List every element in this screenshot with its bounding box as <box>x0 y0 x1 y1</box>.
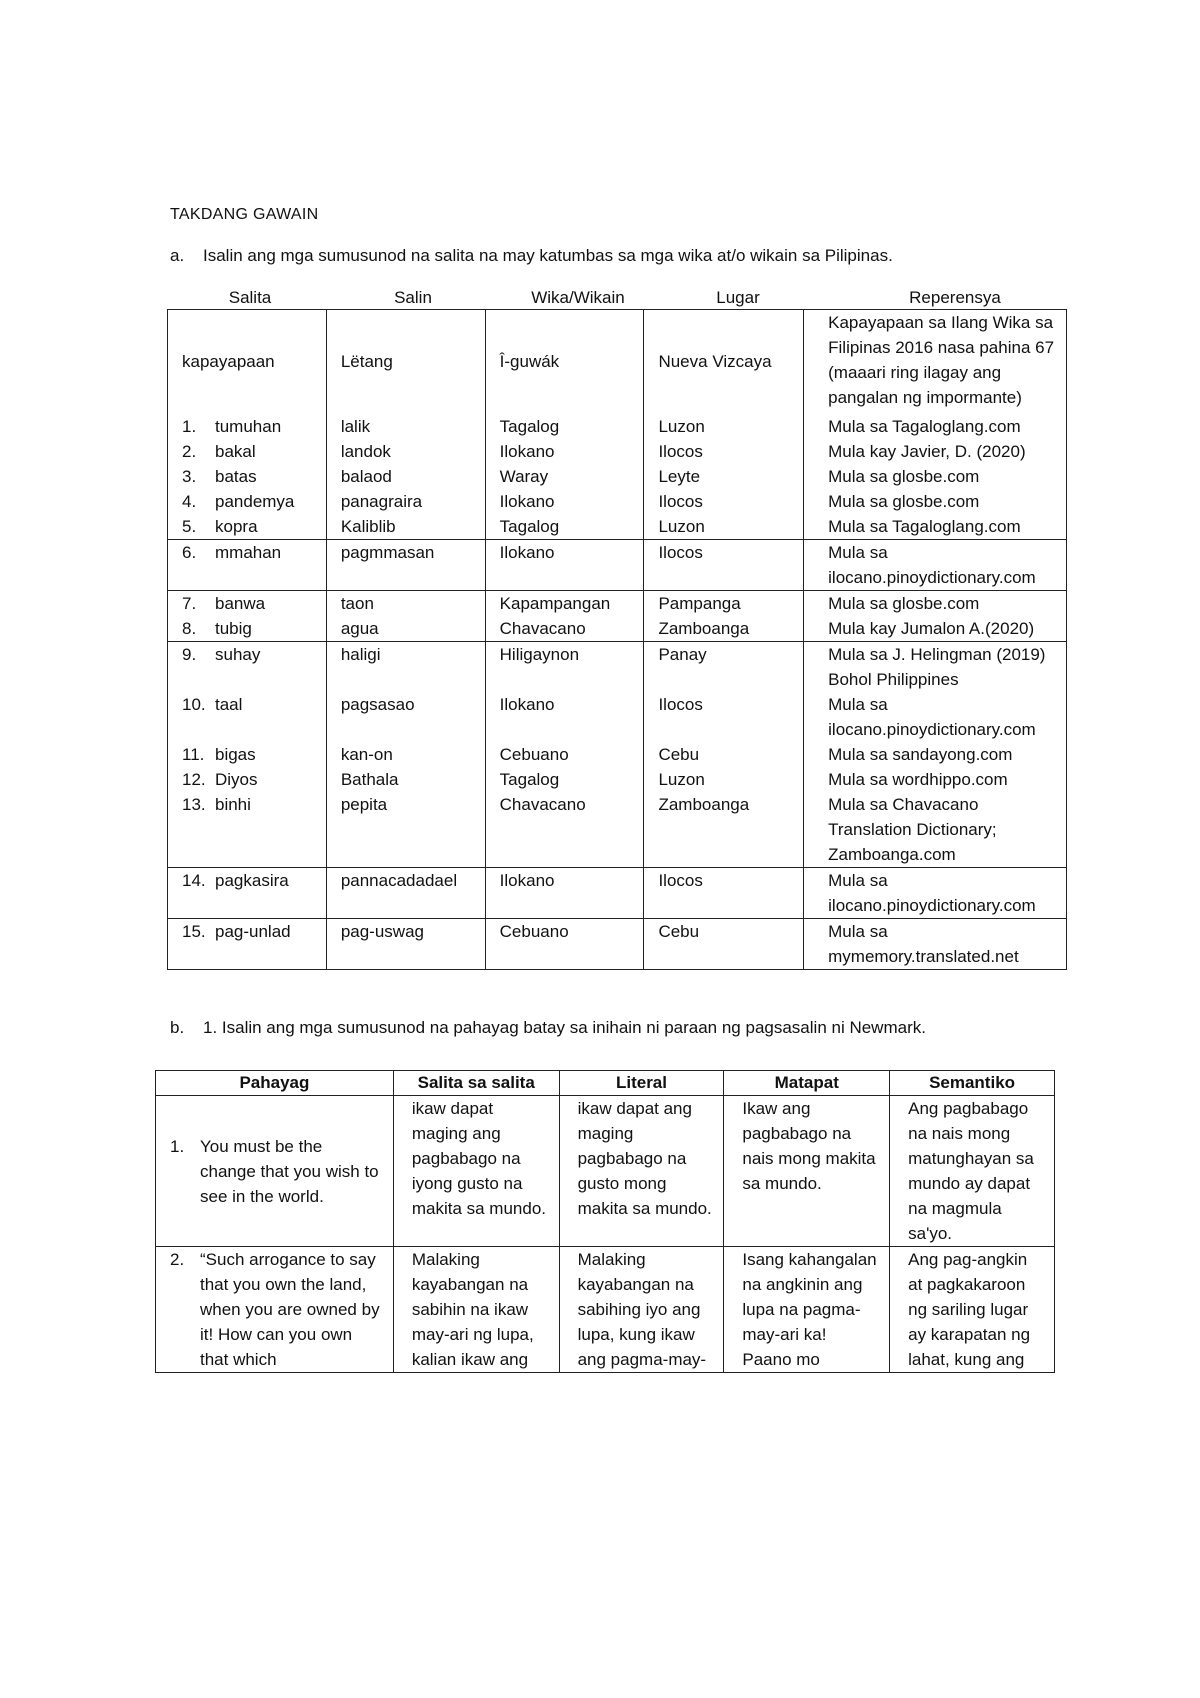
cell-lugar: Leyte <box>644 464 804 489</box>
table-row <box>168 310 1067 414</box>
cell-reperensya: Mula sa wordhippo.com <box>804 767 1067 792</box>
cell-reperensya: Mula sa Chavacano Translation Dictionary; Zamboanga.com <box>804 792 1067 868</box>
instruction-a <box>170 246 1070 270</box>
cell-wika: Î-guwák <box>485 310 644 414</box>
row-number: 3. <box>182 466 197 486</box>
cell-lugar: Ilocos <box>644 439 804 464</box>
cell-wika: Cebuano <box>485 918 644 969</box>
salita-text: pagkasira <box>215 870 289 890</box>
table-row <box>156 1247 1055 1373</box>
cell-salita <box>168 692 327 742</box>
cell-salita <box>168 310 327 414</box>
cell-literal: ikaw dapat ang maging pagbabago na gusto mong makita sa mundo. <box>559 1096 724 1247</box>
cell-salin: taon <box>326 590 485 616</box>
cell-salin: landok <box>326 439 485 464</box>
cell-salin: haligi <box>326 641 485 692</box>
salita-text: pandemya <box>215 491 295 511</box>
header-salita: Salita <box>228 288 272 307</box>
cell-lugar: Cebu <box>644 918 804 969</box>
cell-wika: Cebuano <box>485 742 644 767</box>
cell-lugar: Cebu <box>644 742 804 767</box>
row-number: 2. <box>182 441 197 461</box>
cell-wika: Tagalog <box>485 414 644 439</box>
cell-salita <box>168 539 327 590</box>
cell-wika: Ilokano <box>485 867 644 918</box>
cell-salita-sa-salita: Malaking kayabangan na sabihin na ikaw may-ari ng lupa, kalian ikaw ang <box>393 1247 559 1373</box>
table-row <box>168 590 1067 616</box>
row-number: 13. <box>182 794 206 814</box>
cell-lugar: Luzon <box>644 414 804 439</box>
cell-salita <box>168 867 327 918</box>
salita-text: tumuhan <box>215 416 282 436</box>
salita-text: pag-unlad <box>215 921 291 941</box>
cell-reperensya: Mula sa glosbe.com <box>804 464 1067 489</box>
cell-reperensya: Mula sa sandayong.com <box>804 742 1067 767</box>
cell-lugar: Zamboanga <box>644 616 804 642</box>
newmark-header-row <box>156 1071 1055 1096</box>
cell-salin: panagraira <box>326 489 485 514</box>
cell-lugar: Ilocos <box>644 867 804 918</box>
table-row <box>168 414 1067 439</box>
cell-salin: Lëtang <box>326 310 485 414</box>
table-row <box>168 742 1067 767</box>
cell-salita-sa-salita: ikaw dapat maging ang pagbabago na iyong gusto na makita sa mundo. <box>393 1096 559 1247</box>
cell-salin: Kaliblib <box>326 514 485 540</box>
row-number: 9. <box>182 644 197 664</box>
salita-text: bigas <box>215 744 256 764</box>
page-title: TAKDANG GAWAIN <box>170 206 319 223</box>
header-pahayag: Pahayag <box>156 1071 394 1096</box>
cell-pahayag <box>156 1096 394 1247</box>
cell-salita <box>168 641 327 692</box>
table-row <box>156 1096 1055 1247</box>
cell-semantiko: Ang pagbabago na nais mong matunghayan sa mundo ay dapat na magmula sa'yo. <box>890 1096 1055 1247</box>
cell-salita <box>168 439 327 464</box>
table-row <box>168 514 1067 540</box>
cell-pahayag <box>156 1247 394 1373</box>
salita-text: kopra <box>215 516 258 536</box>
row-number: 2. <box>170 1250 185 1269</box>
cell-lugar: Luzon <box>644 767 804 792</box>
cell-lugar: Ilocos <box>644 539 804 590</box>
cell-salita <box>168 590 327 616</box>
header-salita-sa-salita: Salita sa salita <box>393 1071 559 1096</box>
header-salin: Salin <box>394 288 432 307</box>
cell-reperensya: Mula kay Jumalon A.(2020) <box>804 616 1067 642</box>
cell-salin: pannacadadael <box>326 867 485 918</box>
row-number: 15. <box>182 921 206 941</box>
salita-text: mmahan <box>215 542 282 562</box>
cell-reperensya: Mula kay Javier, D. (2020) <box>804 439 1067 464</box>
translation-table <box>167 309 1067 970</box>
cell-reperensya: Mula sa Tagaloglang.com <box>804 414 1067 439</box>
row-number: 6. <box>182 542 197 562</box>
cell-lugar: Nueva Vizcaya <box>644 310 804 414</box>
cell-lugar: Ilocos <box>644 489 804 514</box>
cell-reperensya: Kapayapaan sa Ilang Wika sa Filipinas 2016 nasa pahina 67 (maaari ring ilagay ang pangalan ng impormante) <box>804 310 1067 414</box>
cell-salita <box>168 792 327 868</box>
table-row <box>168 539 1067 590</box>
salita-text: batas <box>215 466 257 486</box>
cell-lugar: Panay <box>644 641 804 692</box>
cell-salin: pag-uswag <box>326 918 485 969</box>
cell-salin: Bathala <box>326 767 485 792</box>
cell-matapat: Ikaw ang pagbabago na nais mong makita sa mundo. <box>724 1096 890 1247</box>
cell-wika: Chavacano <box>485 616 644 642</box>
row-number: 11. <box>182 744 205 764</box>
cell-salin: kan-on <box>326 742 485 767</box>
pahayag-text: You must be the change that you wish to see in the world. <box>200 1136 379 1206</box>
cell-wika: Ilokano <box>485 692 644 742</box>
cell-salin: balaod <box>326 464 485 489</box>
salita-text: banwa <box>215 593 266 613</box>
cell-reperensya: Mula sa glosbe.com <box>804 590 1067 616</box>
cell-wika: Ilokano <box>485 539 644 590</box>
table-row <box>168 616 1067 642</box>
table-row <box>168 767 1067 792</box>
header-semantiko: Semantiko <box>890 1071 1055 1096</box>
cell-reperensya: Mula sa ilocano.pinoydictionary.com <box>804 867 1067 918</box>
cell-salin: pagmmasan <box>326 539 485 590</box>
row-number: 14. <box>182 870 206 890</box>
cell-salin: pagsasao <box>326 692 485 742</box>
cell-lugar: Pampanga <box>644 590 804 616</box>
cell-matapat: Isang kahangalan na angkinin ang lupa na pagma-may-ari ka! Paano mo <box>724 1247 890 1373</box>
salita-text: suhay <box>215 644 261 664</box>
cell-wika: Hiligaynon <box>485 641 644 692</box>
header-reperensya: Reperensya <box>909 288 1001 307</box>
cell-reperensya: Mula sa J. Helingman (2019) Bohol Philippines <box>804 641 1067 692</box>
instruction-b-marker: b. <box>170 1018 185 1037</box>
header-literal: Literal <box>559 1071 724 1096</box>
cell-wika: Kapampangan <box>485 590 644 616</box>
row-number: 1. <box>182 416 197 436</box>
salita-text: Diyos <box>215 769 258 789</box>
cell-semantiko: Ang pag-angkin at pagkakaroon ng sariling lugar ay karapatan ng lahat, kung ang <box>890 1247 1055 1373</box>
cell-reperensya: Mula sa ilocano.pinoydictionary.com <box>804 539 1067 590</box>
salita-text: tubig <box>215 618 252 638</box>
cell-lugar: Luzon <box>644 514 804 540</box>
table-row <box>168 867 1067 918</box>
newmark-table <box>155 1070 1055 1373</box>
salita-text: bakal <box>215 441 256 461</box>
table-row <box>168 489 1067 514</box>
cell-salita <box>168 514 327 540</box>
cell-salin: lalik <box>326 414 485 439</box>
cell-wika: Tagalog <box>485 514 644 540</box>
row-number: 5. <box>182 516 197 536</box>
cell-salita <box>168 414 327 439</box>
row-number: 12. <box>182 769 206 789</box>
cell-wika: Waray <box>485 464 644 489</box>
table-row <box>168 641 1067 692</box>
table-row <box>168 792 1067 868</box>
cell-salita <box>168 918 327 969</box>
pahayag-text: “Such arrogance to say that you own the land, when you are owned by it! How can you own that which <box>200 1250 380 1369</box>
cell-salita <box>168 616 327 642</box>
header-wika: Wika/Wikain <box>531 288 625 307</box>
row-number: 10. <box>182 694 206 714</box>
salita-text: kapayapaan <box>182 352 275 372</box>
cell-reperensya: Mula sa mymemory.translated.net <box>804 918 1067 969</box>
row-number: 1. <box>170 1136 185 1156</box>
cell-salin: agua <box>326 616 485 642</box>
cell-reperensya: Mula sa Tagaloglang.com <box>804 514 1067 540</box>
cell-salin: pepita <box>326 792 485 868</box>
cell-salita <box>168 464 327 489</box>
cell-wika: Chavacano <box>485 792 644 868</box>
row-number: 7. <box>182 593 197 613</box>
cell-salita <box>168 767 327 792</box>
row-number: 8. <box>182 618 197 638</box>
cell-reperensya: Mula sa glosbe.com <box>804 489 1067 514</box>
table-row <box>168 439 1067 464</box>
cell-salita <box>168 489 327 514</box>
table-row <box>168 464 1067 489</box>
cell-lugar: Ilocos <box>644 692 804 742</box>
cell-wika: Ilokano <box>485 489 644 514</box>
instruction-a-marker: a. <box>170 246 185 265</box>
header-lugar: Lugar <box>716 288 760 307</box>
cell-literal: Malaking kayabangan na sabihing iyo ang lupa, kung ikaw ang pagma-may- <box>559 1247 724 1373</box>
cell-lugar: Zamboanga <box>644 792 804 868</box>
cell-wika: Ilokano <box>485 439 644 464</box>
salita-text: binhi <box>215 794 251 814</box>
instruction-b-text: 1. Isalin ang mga sumusunod na pahayag batay sa inihain ni paraan ng pagsasalin ni Newmark. <box>203 1018 926 1037</box>
table-row <box>168 918 1067 969</box>
table-row <box>168 692 1067 742</box>
header-matapat: Matapat <box>724 1071 890 1096</box>
cell-wika: Tagalog <box>485 767 644 792</box>
instruction-b <box>170 1018 1070 1042</box>
salita-text: taal <box>215 694 243 714</box>
cell-reperensya: Mula sa ilocano.pinoydictionary.com <box>804 692 1067 742</box>
cell-salita <box>168 742 327 767</box>
row-number: 4. <box>182 491 197 511</box>
instruction-a-text: Isalin ang mga sumusunod na salita na may katumbas sa mga wika at/o wikain sa Pilipinas. <box>203 246 893 265</box>
